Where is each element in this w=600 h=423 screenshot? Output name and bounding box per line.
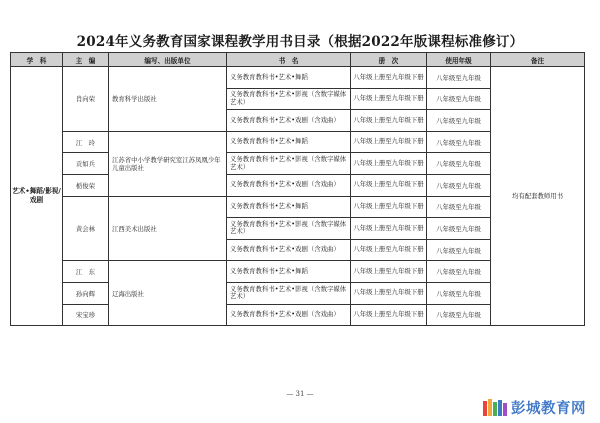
header-book-title: 书 名 xyxy=(227,53,351,67)
header-editor: 主 编 xyxy=(63,53,109,67)
grade-cell: 八年级至九年级 xyxy=(427,239,491,261)
volume-cell: 八年级上册至九年级下册 xyxy=(351,110,427,132)
header-subject: 学 科 xyxy=(11,53,63,67)
book-catalog-table xyxy=(10,52,585,326)
publisher-cell: 辽海出版社 xyxy=(109,261,227,326)
editor-cell: 孙向辉 xyxy=(63,282,109,304)
volume-cell: 八年级上册至九年级下册 xyxy=(351,196,427,218)
grade-cell: 八年级至九年级 xyxy=(427,218,491,240)
grade-cell: 八年级至九年级 xyxy=(427,304,491,326)
grade-cell: 八年级至九年级 xyxy=(427,131,491,153)
site-watermark xyxy=(482,396,594,418)
book-title-cell: 义务教育教科书•艺术•舞蹈 xyxy=(227,196,351,218)
subject-cell: 艺术•舞蹈/影视/戏剧 xyxy=(11,67,63,326)
document-title: 2024年义务教育国家课程教学用书目录（根据2022年版课程标准修订） xyxy=(76,34,524,50)
editor-cell: 黄会林 xyxy=(63,196,109,261)
publisher-cell: 江苏省中小学教学研究室江苏凤凰少年儿童出版社 xyxy=(109,131,227,196)
volume-cell: 八年级上册至九年级下册 xyxy=(351,261,427,283)
book-title-cell: 义务教育教科书•艺术•影视（含数字媒体艺术） xyxy=(227,88,351,110)
volume-cell: 八年级上册至九年级下册 xyxy=(351,282,427,304)
book-title-cell: 义务教育教科书•艺术•戏剧（含戏曲） xyxy=(227,239,351,261)
volume-cell: 八年级上册至九年级下册 xyxy=(351,88,427,110)
volume-cell: 八年级上册至九年级下册 xyxy=(351,131,427,153)
header-grade: 使用年级 xyxy=(427,53,491,67)
grade-cell: 八年级至九年级 xyxy=(427,67,491,89)
volume-cell: 八年级上册至九年级下册 xyxy=(351,67,427,89)
editor-cell: 栃俊荣 xyxy=(63,174,109,196)
grade-cell: 八年级至九年级 xyxy=(427,261,491,283)
grade-cell: 八年级至九年级 xyxy=(427,153,491,175)
grade-cell: 八年级至九年级 xyxy=(427,282,491,304)
volume-cell: 八年级上册至九年级下册 xyxy=(351,218,427,240)
volume-cell: 八年级上册至九年级下册 xyxy=(351,153,427,175)
book-title-cell: 义务教育教科书•艺术•戏剧（含戏曲） xyxy=(227,110,351,132)
header-note: 备注 xyxy=(491,53,585,67)
editor-cell: 江 玲 xyxy=(63,131,109,153)
editor-cell: 肖向荣 xyxy=(63,67,109,132)
header-volume: 册 次 xyxy=(351,53,427,67)
grade-cell: 八年级至九年级 xyxy=(427,88,491,110)
page-number: — 31 — xyxy=(286,390,314,398)
book-title-cell: 义务教育教科书•艺术•舞蹈 xyxy=(227,67,351,89)
publisher-cell: 教育科学出版社 xyxy=(109,67,227,132)
book-title-cell: 义务教育教科书•艺术•戏剧（含戏曲） xyxy=(227,304,351,326)
table-row xyxy=(11,67,585,89)
header-publisher: 编写、出版单位 xyxy=(109,53,227,67)
book-title-cell: 义务教育教科书•艺术•影视（含数字媒体艺术） xyxy=(227,282,351,304)
editor-cell: 贡如兵 xyxy=(63,153,109,175)
note-cell: 均有配套教师用书 xyxy=(491,67,585,326)
publisher-cell: 江西美术出版社 xyxy=(109,196,227,261)
book-title-cell: 义务教育教科书•艺术•戏剧（含戏曲） xyxy=(227,174,351,196)
book-title-cell: 义务教育教科书•艺术•舞蹈 xyxy=(227,261,351,283)
editor-cell: 江 东 xyxy=(63,261,109,283)
book-title-cell: 义务教育教科书•艺术•影视（含数字媒体艺术） xyxy=(227,218,351,240)
volume-cell: 八年级上册至九年级下册 xyxy=(351,174,427,196)
books-logo-icon xyxy=(482,397,508,417)
editor-cell: 宋宝珍 xyxy=(63,304,109,326)
grade-cell: 八年级至九年级 xyxy=(427,174,491,196)
table-header-row xyxy=(11,53,585,67)
watermark-text: 彭城教育网 xyxy=(511,400,586,417)
book-title-cell: 义务教育教科书•艺术•影视（含数字媒体艺术） xyxy=(227,153,351,175)
grade-cell: 八年级至九年级 xyxy=(427,196,491,218)
volume-cell: 八年级上册至九年级下册 xyxy=(351,239,427,261)
grade-cell: 八年级至九年级 xyxy=(427,110,491,132)
volume-cell: 八年级上册至九年级下册 xyxy=(351,304,427,326)
book-title-cell: 义务教育教科书•艺术•舞蹈 xyxy=(227,131,351,153)
